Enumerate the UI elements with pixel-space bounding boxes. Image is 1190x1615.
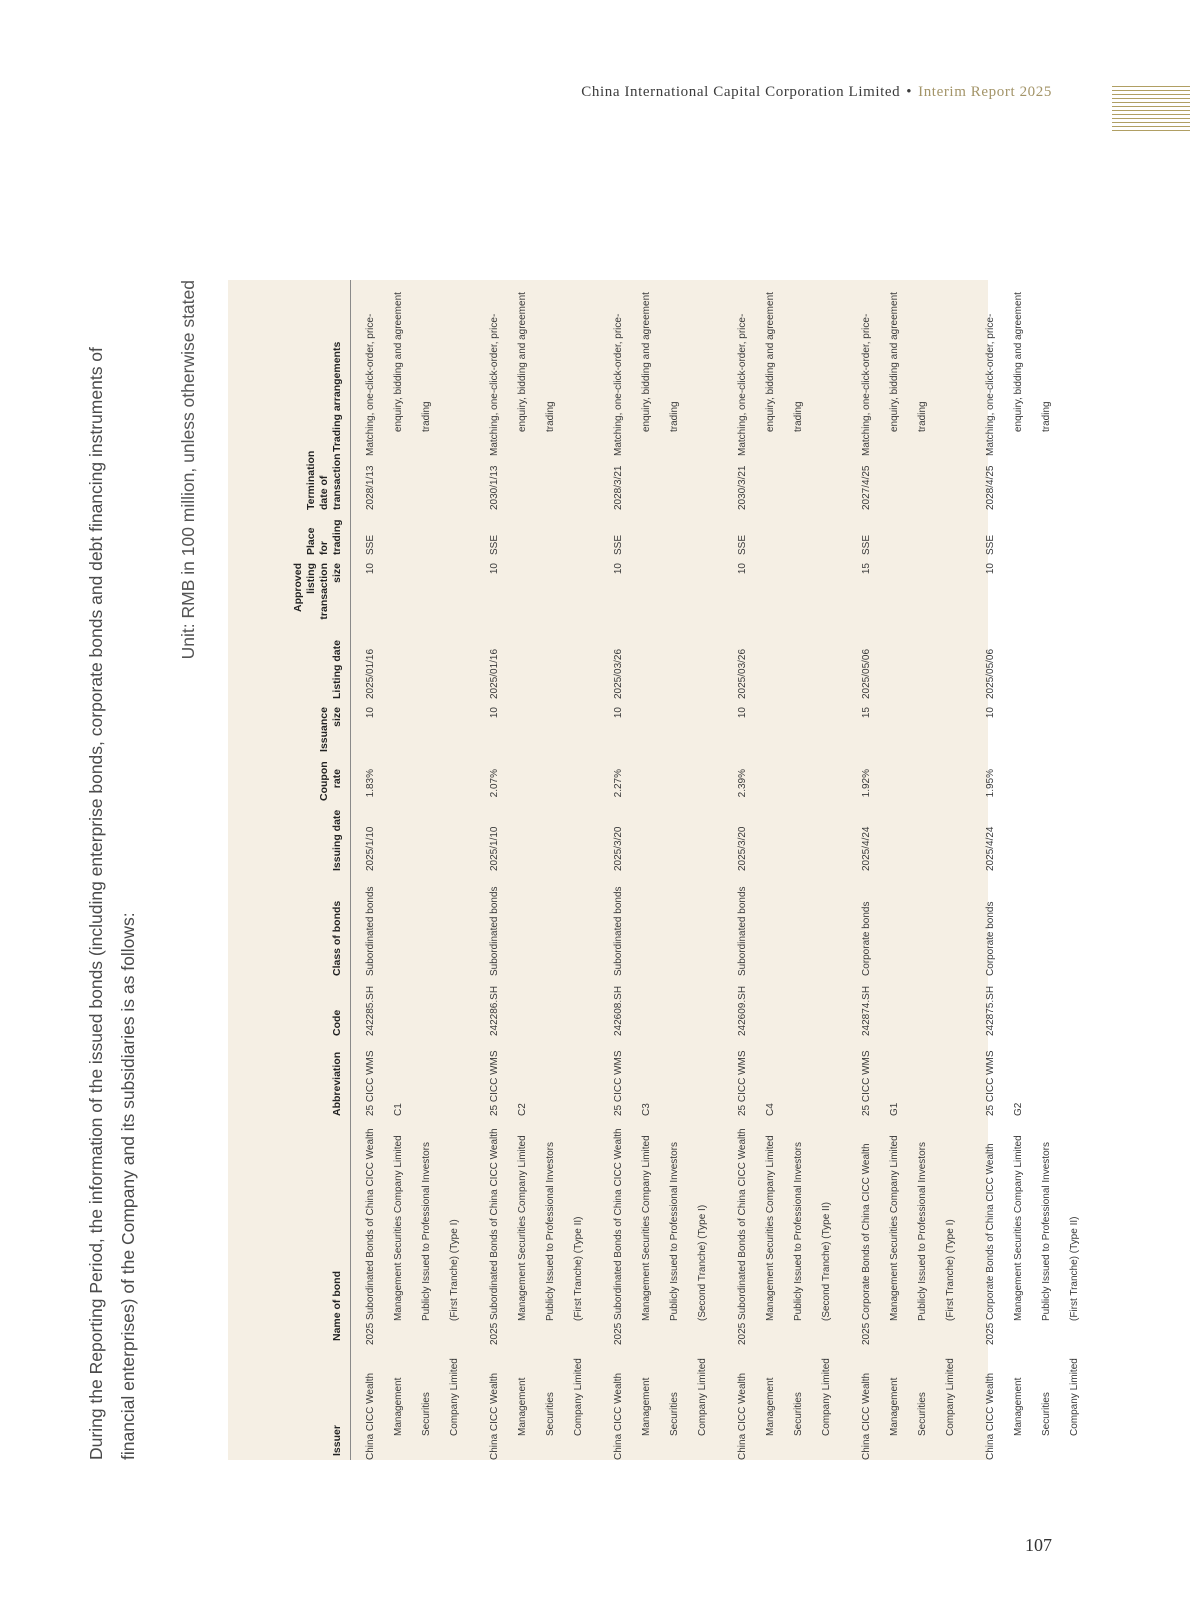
header-class: Class of bonds xyxy=(228,875,351,980)
cell-issuing-date: 2025/4/24 xyxy=(985,826,996,871)
cell-code: 242875.SH xyxy=(985,985,996,1036)
cell-issuing-date: 2025/3/20 xyxy=(737,826,748,871)
cell-code: 242608.SH xyxy=(613,985,624,1036)
header-name-of-bond: Name of bond xyxy=(228,1120,351,1345)
cell-class: Subordinated bonds xyxy=(489,886,500,976)
bond-table-panel xyxy=(228,280,1080,1460)
header-trading-arrangements: Trading arrangements xyxy=(228,280,351,456)
header-place-for-trading: Place for trading xyxy=(228,514,351,559)
table-header-row xyxy=(228,280,351,1460)
header-termination-date: Termination date of transaction xyxy=(228,456,351,514)
decorative-stripes xyxy=(1112,86,1190,134)
cell-listing-date: 2025/01/16 xyxy=(489,648,500,699)
cell-termination-date: 2027/4/25 xyxy=(861,465,872,510)
table-row xyxy=(351,280,476,1460)
cell-issuing-date: 2025/4/24 xyxy=(861,826,872,871)
cell-abbreviation: 25 CICC WMS G1 xyxy=(861,1050,900,1116)
cell-issuance-size: 10 xyxy=(613,707,624,719)
company-name: China International Capital Corporation Limited xyxy=(581,84,901,100)
cell-abbreviation: 25 CICC WMS C3 xyxy=(613,1050,652,1116)
cell-issuance-size: 10 xyxy=(737,707,748,719)
cell-place-for-trading: SSE xyxy=(861,534,872,555)
cell-listing-date: 2025/03/26 xyxy=(613,648,624,699)
cell-issuance-size: 10 xyxy=(985,707,996,719)
cell-class: Corporate bonds xyxy=(861,901,872,976)
cell-termination-date: 2028/1/13 xyxy=(365,465,376,510)
cell-listing-date: 2025/03/26 xyxy=(737,648,748,699)
cell-termination-date: 2028/4/25 xyxy=(985,465,996,510)
cell-class: Subordinated bonds xyxy=(613,886,624,976)
cell-approved-size: 10 xyxy=(737,563,748,575)
running-header xyxy=(581,84,1052,101)
cell-abbreviation: 25 CICC WMS C1 xyxy=(365,1050,404,1116)
cell-code: 242609.SH xyxy=(737,985,748,1036)
rotated-content xyxy=(80,280,1080,1460)
cell-listing-date: 2025/05/06 xyxy=(985,648,996,699)
cell-code: 242285.SH xyxy=(365,985,376,1036)
table-row xyxy=(847,280,971,1460)
cell-approved-size: 15 xyxy=(861,563,872,575)
cell-issuing-date: 2025/1/10 xyxy=(365,826,376,871)
cell-issuer: China CICC Wealth Management Securities Company Limited xyxy=(737,1358,832,1460)
cell-issuance-size: 15 xyxy=(861,707,872,719)
cell-issuer: China CICC Wealth Management Securities Company Limited xyxy=(861,1358,956,1460)
cell-place-for-trading: SSE xyxy=(613,534,624,555)
header-abbreviation: Abbreviation xyxy=(228,1040,351,1120)
cell-class: Subordinated bonds xyxy=(365,886,376,976)
cell-class: Subordinated bonds xyxy=(737,886,748,976)
cell-issuing-date: 2025/3/20 xyxy=(613,826,624,871)
cell-name-of-bond: 2025 Subordinated Bonds of China CICC Wealth Management Securities Company Limited Publicly Issued to Professional Investors (Second Tranche) (Type II) xyxy=(737,1128,832,1345)
cell-listing-date: 2025/05/06 xyxy=(861,648,872,699)
header-issuing-date: Issuing date xyxy=(228,805,351,875)
cell-name-of-bond: 2025 Corporate Bonds of China CICC Wealth Management Securities Company Limited Publicly Issued to Professional Investors (First Tranche) (Type II) xyxy=(985,1135,1080,1345)
cell-issuer: China CICC Wealth Management Securities Company Limited xyxy=(613,1358,708,1460)
cell-termination-date: 2030/3/21 xyxy=(737,465,748,510)
cell-name-of-bond: 2025 Subordinated Bonds of China CICC Wealth Management Securities Company Limited Publicly Issued to Professional Investors (Second Tranche) (Type I) xyxy=(613,1128,708,1345)
cell-coupon-rate: 2.07% xyxy=(489,769,500,798)
table-row xyxy=(599,280,723,1460)
cell-trading-arrangements: Matching, one-click-order, price-enquiry, bidding and agreement trading xyxy=(365,292,432,456)
cell-coupon-rate: 1.95% xyxy=(985,769,996,798)
cell-place-for-trading: SSE xyxy=(985,534,996,555)
cell-abbreviation: 25 CICC WMS G2 xyxy=(985,1050,1024,1116)
cell-termination-date: 2030/1/13 xyxy=(489,465,500,510)
cell-abbreviation: 25 CICC WMS C4 xyxy=(737,1050,776,1116)
cell-trading-arrangements: Matching, one-click-order, price-enquiry, bidding and agreement trading xyxy=(489,292,556,456)
cell-issuance-size: 10 xyxy=(365,707,376,719)
cell-termination-date: 2028/3/21 xyxy=(613,465,624,510)
page-number: 107 xyxy=(1025,1535,1052,1555)
cell-approved-size: 10 xyxy=(489,563,500,575)
header-listing-date: Listing date xyxy=(228,631,351,703)
header-code: Code xyxy=(228,980,351,1040)
cell-approved-size: 10 xyxy=(613,563,624,575)
table-row xyxy=(723,280,847,1460)
cell-trading-arrangements: Matching, one-click-order, price-enquiry, bidding and agreement trading xyxy=(737,292,804,456)
cell-coupon-rate: 2.39% xyxy=(737,769,748,798)
cell-abbreviation: 25 CICC WMS C2 xyxy=(489,1050,528,1116)
cell-class: Corporate bonds xyxy=(985,901,996,976)
cell-approved-size: 10 xyxy=(365,563,376,575)
cell-name-of-bond: 2025 Corporate Bonds of China CICC Wealth Management Securities Company Limited Publicly Issued to Professional Investors (First Tranche) (Type I) xyxy=(861,1135,956,1345)
cell-trading-arrangements: Matching, one-click-order, price-enquiry, bidding and agreement trading xyxy=(613,292,680,456)
cell-coupon-rate: 1.92% xyxy=(861,769,872,798)
cell-code: 242874.SH xyxy=(861,985,872,1036)
cell-name-of-bond: 2025 Subordinated Bonds of China CICC Wealth Management Securities Company Limited Publicly Issued to Professional Investors (First Tranche) (Type II) xyxy=(489,1128,584,1345)
table-row xyxy=(971,280,1095,1460)
bond-table xyxy=(228,280,1095,1460)
cell-approved-size: 10 xyxy=(985,563,996,575)
table-row xyxy=(475,280,599,1460)
header-coupon-rate: Coupon rate xyxy=(228,765,351,805)
header-issuance-size: Issuance size xyxy=(228,703,351,765)
cell-coupon-rate: 1.83% xyxy=(365,769,376,798)
cell-coupon-rate: 2.27% xyxy=(613,769,624,798)
header-separator: • xyxy=(906,84,913,100)
cell-trading-arrangements: Matching, one-click-order, price-enquiry, bidding and agreement trading xyxy=(985,292,1052,456)
cell-issuance-size: 10 xyxy=(489,707,500,719)
unit-note: Unit: RMB in 100 million, unless otherwise stated xyxy=(178,280,198,660)
cell-place-for-trading: SSE xyxy=(737,534,748,555)
header-approved-size: Approved listing transaction size xyxy=(228,559,351,631)
cell-issuing-date: 2025/1/10 xyxy=(489,826,500,871)
cell-trading-arrangements: Matching, one-click-order, price-enquiry, bidding and agreement trading xyxy=(861,292,928,456)
header-issuer: Issuer xyxy=(228,1345,351,1460)
cell-name-of-bond: 2025 Subordinated Bonds of China CICC Wealth Management Securities Company Limited Publicly Issued to Professional Investors (First Tranche) (Type I) xyxy=(365,1128,460,1345)
cell-place-for-trading: SSE xyxy=(489,534,500,555)
cell-issuer: China CICC Wealth Management Securities Company Limited xyxy=(365,1358,460,1460)
cell-issuer: China CICC Wealth Management Securities Company Limited xyxy=(489,1358,584,1460)
cell-place-for-trading: SSE xyxy=(365,534,376,555)
cell-issuer: China CICC Wealth Management Securities Company Limited xyxy=(985,1358,1080,1460)
report-title: Interim Report 2025 xyxy=(918,84,1052,100)
cell-listing-date: 2025/01/16 xyxy=(365,648,376,699)
cell-code: 242286.SH xyxy=(489,985,500,1036)
intro-paragraph: During the Reporting Period, the information of the issued bonds (including enterprise bonds, corporate bonds and debt financing instruments of financial enterprises) of the Company and its subsidiaries is as follows: xyxy=(86,347,138,1460)
